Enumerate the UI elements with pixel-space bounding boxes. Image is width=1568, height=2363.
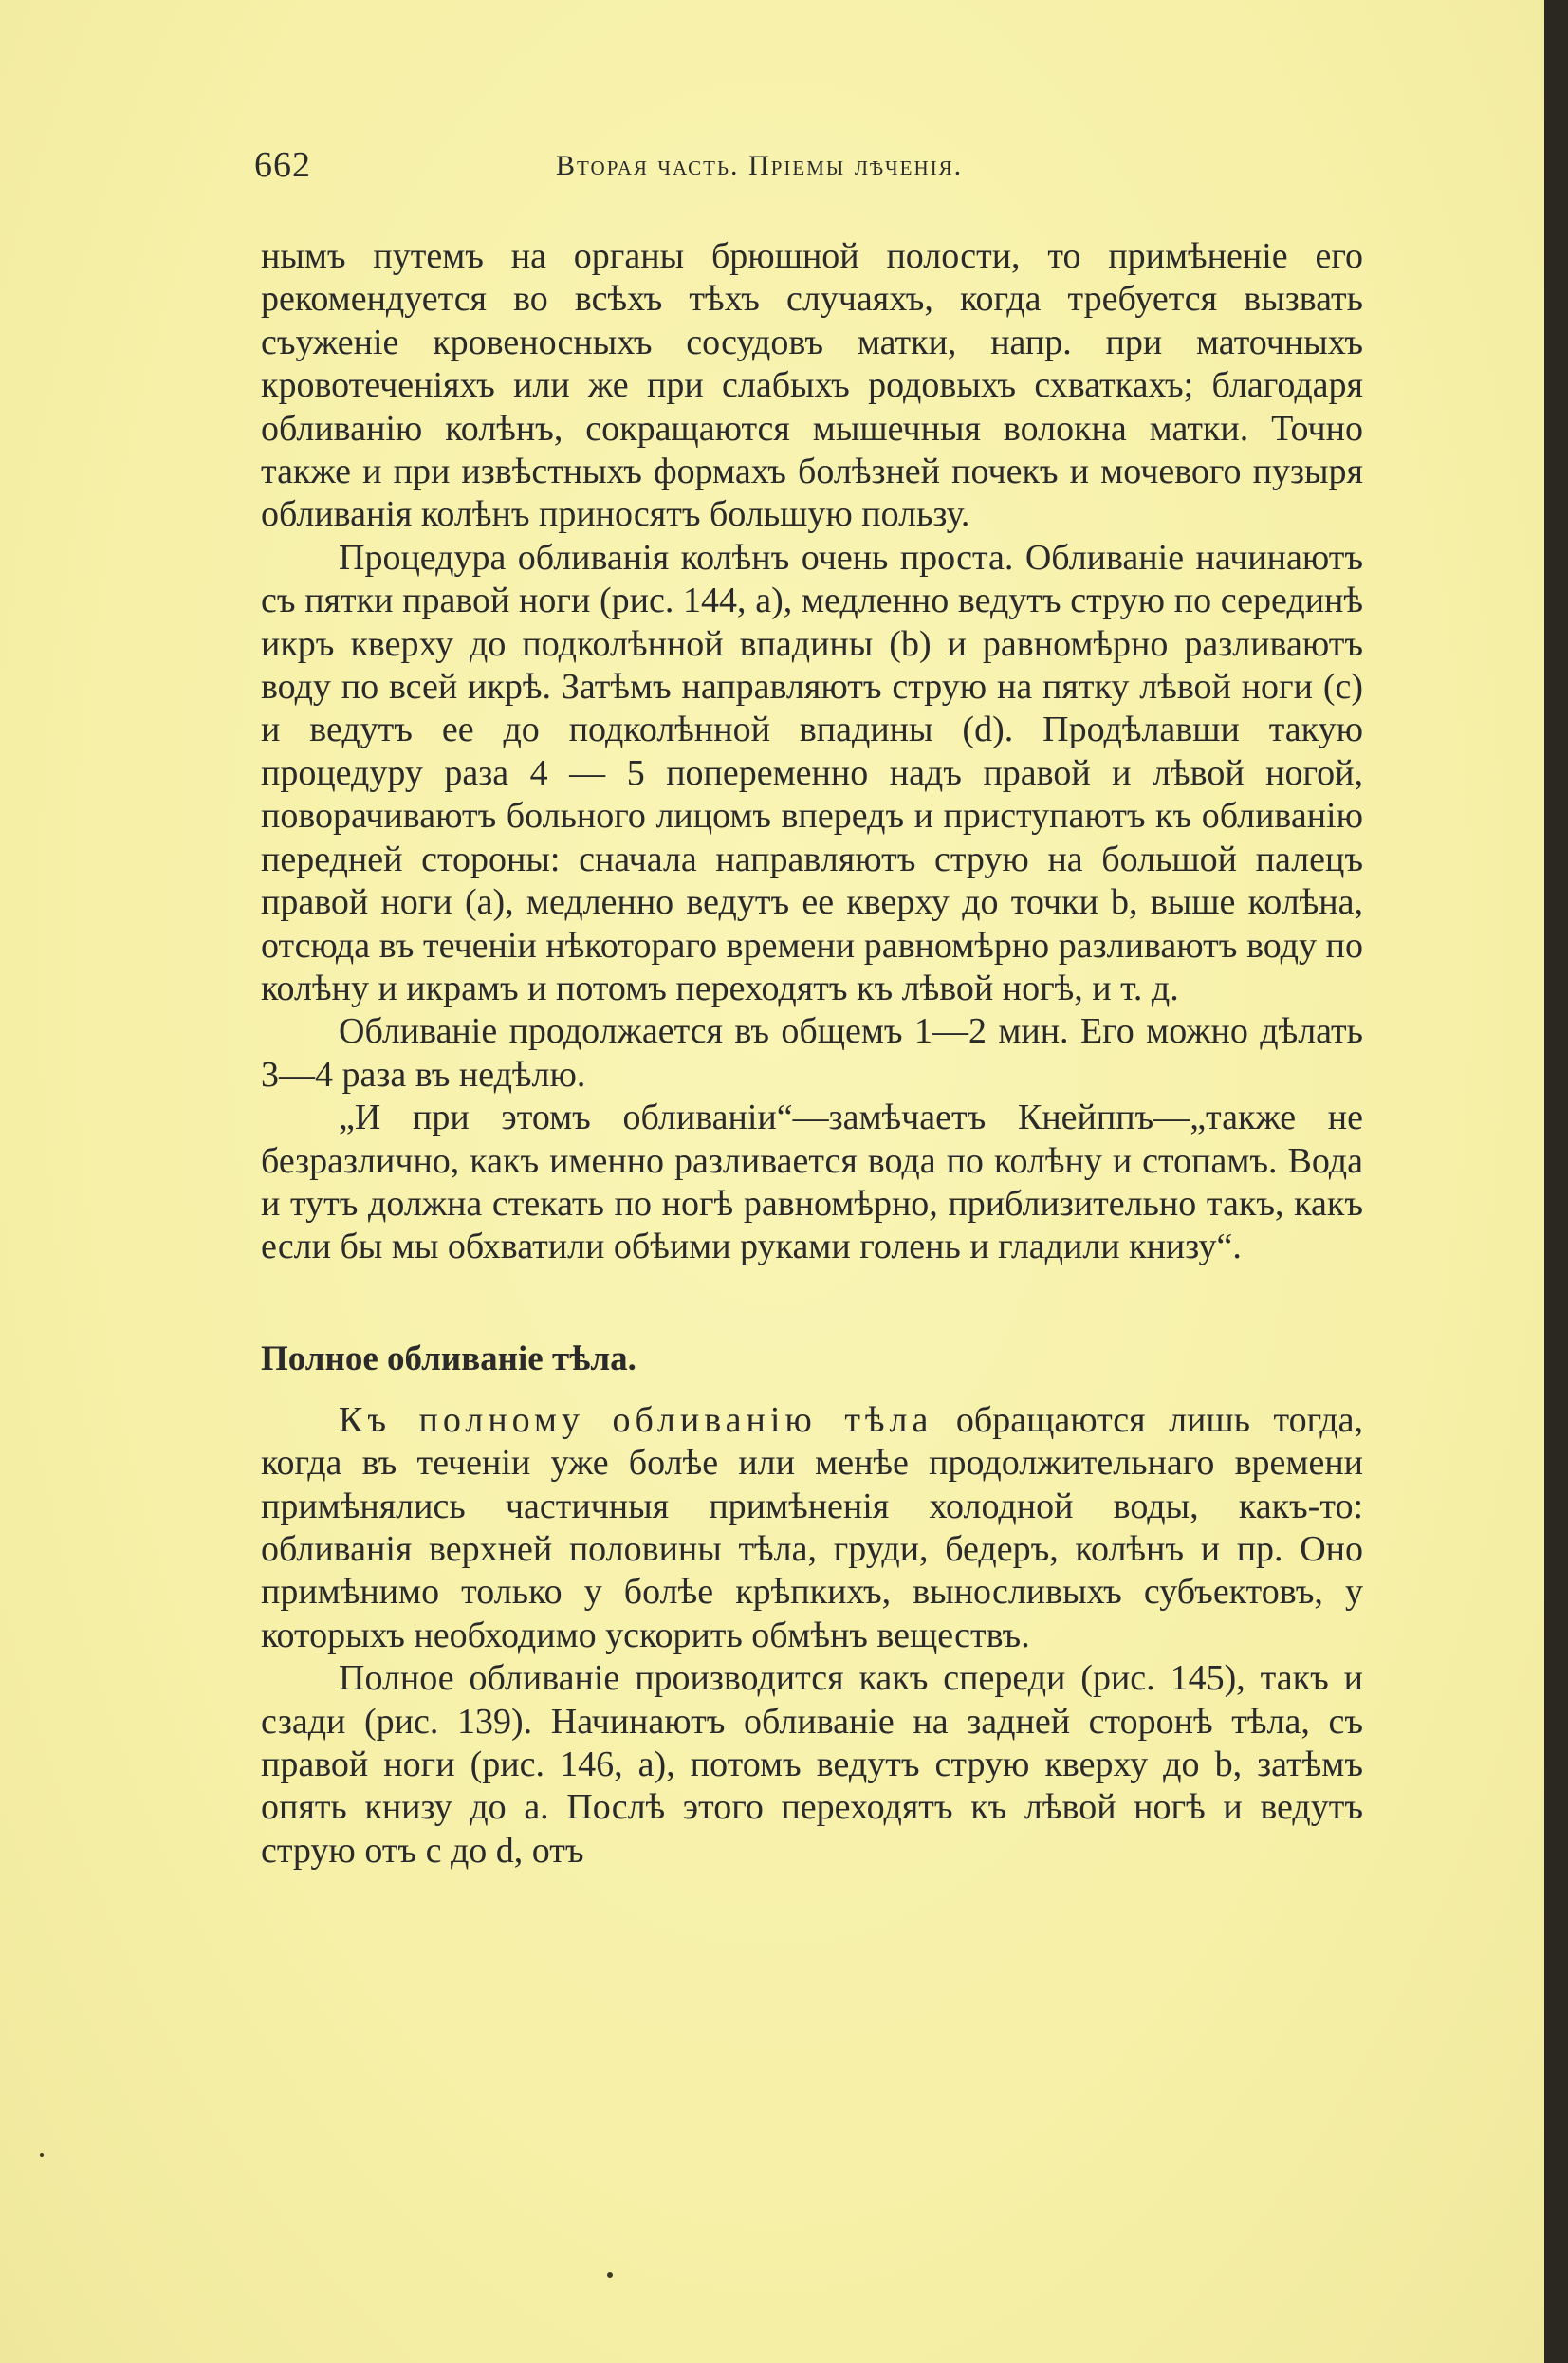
paragraph	[261, 1399, 1363, 1657]
paragraph: Процедура обливанія колѣнъ очень проста. Обливаніе начинаютъ съ пятки правой ноги (рис. 144, a), медленно ведутъ струю по серединѣ икръ кверху до подколѣнной впадины (b) и равномѣрно разливаютъ воду по всей икрѣ. Затѣмъ направляютъ струю на пятку лѣвой ноги (c) и ведутъ ее до подколѣнной впадины (d). Продѣлавши такую процедуру раза 4 — 5 попеременно надъ правой и лѣвой ногой, поворачиваютъ больного лицомъ впередъ и приступаютъ къ обливанію передней стороны: сначала направляютъ струю на большой палецъ правой ноги (a), медленно ведутъ ее кверху до точки b, выше колѣна, отсюда въ теченіи нѣкотораго времени равномѣрно разливаютъ воду по колѣну и икрамъ и потомъ переходятъ къ лѣвой ногѣ, и т. д.	[261, 537, 1363, 1008]
spaced-lead: Къ полному обливанію тѣла	[339, 1399, 933, 1440]
paragraph: нымъ путемъ на органы брюшной полости, то примѣненіе его рекомендуется во всѣхъ тѣхъ случаяхъ, когда требуется вызвать съуженіе кровеносныхъ сосудовъ матки, напр. при маточныхъ кровотеченіяхъ или же при слабыхъ родовыхъ схваткахъ; благодаря обливанію колѣнъ, сокращаются мышечныя волокна матки. Точно также и при извѣстныхъ формахъ болѣзней почекъ и мочевого пузыря обливанія колѣнъ приносятъ большую пользу.	[261, 236, 1363, 535]
body-text	[261, 235, 1363, 1873]
section-spacer	[261, 1269, 1363, 1338]
running-head: Вторая часть. Пріемы лѣченія.	[556, 150, 964, 181]
scan-edge	[1544, 0, 1568, 2363]
print-speck	[607, 2272, 613, 2278]
paragraph-rest: обращаются лишь тогда, когда въ теченіи уже болѣе или менѣе продолжительнаго времени примѣнялись частичныя примѣненія холодной воды, какъ-то: обливанія верхней половины тѣла, груди, бедеръ, колѣнъ и пр. Оно примѣнимо только у болѣе крѣпкихъ, выносливыхъ субъектовъ, у которыхъ необходимо ускорить обмѣнъ веществъ.	[261, 1399, 1363, 1655]
paragraph: „И при этомъ обливаніи“—замѣчаетъ Кнейппъ—„также не безразлично, какъ именно разливается вода по колѣну и стопамъ. Вода и тутъ должна стекать по ногѣ равномѣрно, приблизительно такъ, какъ если бы мы обхватили обѣими руками голень и гладили книзу“.	[261, 1098, 1363, 1267]
section-heading: Полное обливаніе тѣла.	[261, 1338, 636, 1378]
page-header	[254, 144, 1374, 201]
section-spacer	[261, 1380, 1363, 1399]
print-speck	[40, 2153, 44, 2157]
paragraph: Полное обливаніе производится какъ спереди (рис. 145), такъ и сзади (рис. 139). Начинаютъ обливаніе на задней сторонѣ тѣла, съ правой ноги (рис. 146, a), потомъ ведутъ струю кверху до b, затѣмъ опять книзу до a. Послѣ этого переходятъ къ лѣвой ногѣ и ведутъ струю отъ c до d, отъ	[261, 1658, 1363, 1871]
page-number: 662	[254, 145, 311, 185]
paragraph: Обливаніе продолжается въ общемъ 1—2 мин. Его можно дѣлать 3—4 раза въ недѣлю.	[261, 1011, 1363, 1095]
